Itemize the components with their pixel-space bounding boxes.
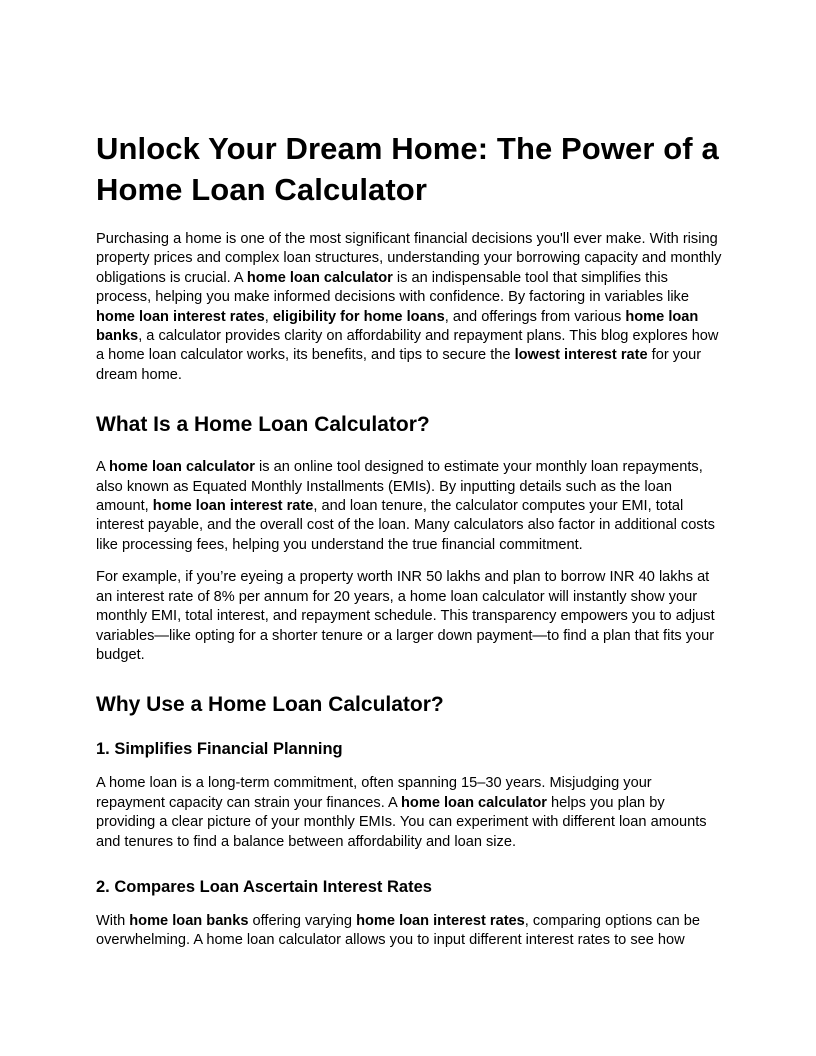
bold-phrase: home loan banks: [96, 308, 699, 345]
section-heading-why-use: Why Use a Home Loan Calculator?: [96, 693, 444, 717]
bold-phrase: lowest interest rate: [514, 347, 648, 364]
section-heading-what-is: What Is a Home Loan Calculator?: [96, 413, 430, 437]
section1-paragraph-1: A home loan calculator is an online tool designed to estimate your monthly loan repayments, also known as Equated Monthly Installments (EMIs). By inputting details such as the loan amount, home loan interest rate, and loan tenure, the calculator computes your EMI, total interest payable, and the overall cost of the loan. Many calculators also factor in additional costs like processing fees, helping you understand the true financial commitment.: [96, 459, 715, 553]
bold-phrase: eligibility for home loans: [272, 308, 445, 325]
bold-phrase: home loan interest rates: [356, 912, 525, 929]
intro-paragraph: Purchasing a home is one of the most significant financial decisions you'll ever make. With rising property prices and complex loan structures, understanding your borrowing capacity and monthly obligations is crucial. A home loan calculator is an indispensable tool that simplifies this process, helping you make informed decisions with confidence. By factoring in variables like home loan interest rates, eligibility for home loans, and offerings from various home loan banks, a calculator provides clarity on affordability and repayment plans. This blog explores how a home loan calculator works, its benefits, and tips to secure the lowest interest rate for your dream home.: [96, 231, 722, 383]
bold-phrase: home loan calculator: [246, 269, 393, 286]
bold-phrase: home loan calculator: [108, 459, 255, 476]
document-page: [96, 128, 724, 964]
page-title: Unlock Your Dream Home: The Power of a Home Loan Calculator: [96, 131, 719, 207]
bold-phrase: home loan interest rates: [96, 308, 265, 325]
subheading-compares-rates: 2. Compares Loan Ascertain Interest Rates: [96, 877, 432, 896]
bold-phrase: home loan banks: [129, 912, 249, 929]
section2-sub1-paragraph: A home loan is a long-term commitment, often spanning 15–30 years. Misjudging your repayment capacity can strain your finances. A home loan calculator helps you plan by providing a clear picture of your monthly EMIs. You can experiment with different loan amounts and tenures to find a balance between affordability and loan size.: [96, 775, 707, 850]
section1-paragraph-2: For example, if you’re eyeing a property worth INR 50 lakhs and plan to borrow INR 40 lakhs at an interest rate of 8% per annum for 20 years, a home loan calculator will instantly show your monthly EMI, total interest, and repayment schedule. This transparency empowers you to adjust variables—like opting for a shorter tenure or a larger down payment—to find a plan that fits your budget.: [96, 569, 715, 663]
section2-sub2-paragraph: With home loan banks offering varying home loan interest rates, comparing options can be overwhelming. A home loan calculator allows you to input different interest rates to see how: [96, 912, 701, 949]
bold-phrase: home loan calculator: [401, 794, 547, 811]
bold-phrase: home loan interest rate: [152, 498, 314, 515]
subheading-simplifies-planning: 1. Simplifies Financial Planning: [96, 740, 343, 759]
